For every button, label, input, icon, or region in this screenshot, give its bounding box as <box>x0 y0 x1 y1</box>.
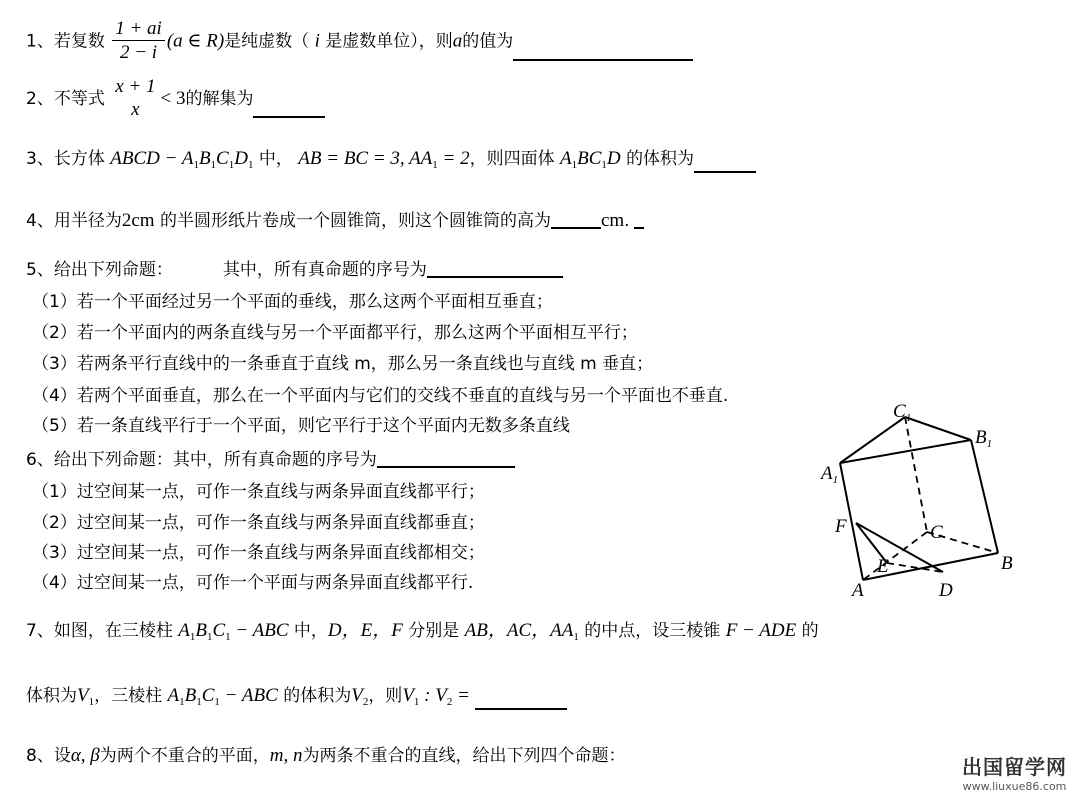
q5-item: （5）若一条直线平行于一个平面，则它平行于这个平面内无数多条直线 <box>32 416 570 436</box>
label-B: B <box>1001 553 1013 574</box>
q8-prefix: 8、设 <box>26 746 71 766</box>
q5-head: 5、给出下列命题： <box>26 260 173 280</box>
q3-condition: AB = BC = 3, $AA_1 = 2$ <box>298 148 470 171</box>
q7-pyramid: F − ADE <box>725 620 797 641</box>
q1-condition: (a ∈ R) <box>166 30 225 52</box>
question-1 <box>26 18 693 65</box>
q7-v2: $V_2$ <box>351 685 369 708</box>
q2-fraction <box>112 76 158 122</box>
label-F: F <box>835 516 847 537</box>
edge-C1C <box>905 417 927 532</box>
q7-prism: $A_1B_1C_1$ − ABC <box>178 620 289 643</box>
q7-ratio: $V_1$ : $V_2$ = <box>402 685 470 708</box>
q2-relation: < 3 <box>160 88 186 109</box>
question-4 <box>26 209 644 233</box>
q3-tetra: $A_1BC_1D$ <box>560 148 621 171</box>
q7-answer-blank[interactable] <box>475 692 567 710</box>
q1-text3: 的值为 <box>462 31 514 52</box>
label-C: C <box>930 522 943 543</box>
q3-text3: 的体积为 <box>626 149 695 169</box>
q2-text: 的解集为 <box>185 89 254 109</box>
q8-text2: 为两条不重合的直线，给出下列四个命题： <box>302 746 626 766</box>
q1-answer-blank[interactable] <box>513 43 693 61</box>
q4-unit: cm <box>600 210 625 231</box>
question-2 <box>26 76 325 122</box>
label-E: E <box>877 556 889 577</box>
label-C1: $C_1$ <box>893 401 912 424</box>
q5-item: （4）若两个平面垂直，那么在一个平面内与它们的交线不垂直的直线与另一个平面也不垂直. <box>32 386 729 406</box>
q7-mid3: 的中点，设三棱锥 <box>584 621 721 641</box>
question-7-line-1 <box>26 619 819 649</box>
q2-answer-blank[interactable] <box>253 100 325 118</box>
q3-cond-end: = 2 <box>442 148 470 169</box>
q1-text2: 是虚数单位），则 <box>325 31 453 52</box>
watermark-title: 出国留学网 <box>962 755 1067 779</box>
q5-tail: 其中，所有真命题的序号为 <box>222 260 427 280</box>
q8-text: 为两个不重合的平面， <box>99 746 270 766</box>
q7-prism-2: $A_1B_1C_1$ − ABC <box>167 685 278 708</box>
q1-prefix: 1、若复数 <box>26 31 105 52</box>
watermark-url: www.liuxue86.com <box>962 780 1067 793</box>
q4-value: 2cm <box>121 210 155 231</box>
q3-cond-expr: AB = BC = 3, AA <box>298 148 433 169</box>
q4-prefix: 4、用半径为 <box>26 211 122 231</box>
q6-item: （4）过空间某一点，可作一个平面与两条异面直线都平行. <box>32 573 474 593</box>
q5-item: （2）若一个平面内的两条直线与另一个平面都平行，那么这两个平面相互平行； <box>32 323 638 343</box>
question-7-line-2 <box>26 684 567 714</box>
question-3 <box>26 147 756 177</box>
question-5 <box>26 258 563 282</box>
q6-head: 6、给出下列命题：其中，所有真命题的序号为 <box>26 450 377 470</box>
q5-item: （1）若一个平面经过另一个平面的垂线，那么这两个平面相互垂直； <box>32 292 553 312</box>
q2-denominator: x <box>131 99 140 120</box>
edge-A1B1 <box>840 440 971 463</box>
q2-numerator: x + 1 <box>115 76 156 97</box>
q4-tail-blank <box>634 211 644 229</box>
edge-B1B <box>971 440 998 553</box>
q4-end: . <box>624 211 630 231</box>
q6-item: （1）过空间某一点，可作一条直线与两条异面直线都平行； <box>32 482 485 502</box>
q4-answer-blank[interactable] <box>551 211 601 229</box>
label-D: D <box>939 580 953 601</box>
q7-l2-mid2: 的体积为 <box>283 686 352 706</box>
question-8 <box>26 744 626 768</box>
q6-answer-blank[interactable] <box>377 450 515 468</box>
q3-text: 中， <box>258 149 293 169</box>
q3-text2: ，则四面体 <box>469 149 555 169</box>
label-A: A <box>852 580 864 601</box>
q5-item: （3）若两条平行直线中的一条垂直于直线 m，那么另一条直线也与直线 m 垂直； <box>32 354 654 374</box>
q1-fraction <box>112 18 165 65</box>
prism-figure <box>815 395 1030 610</box>
q8-lines: m, n <box>269 745 303 766</box>
q3-answer-blank[interactable] <box>694 155 756 173</box>
q7-points: D，E，F <box>327 620 403 641</box>
q7-l2-mid: ，三棱柱 <box>94 686 163 706</box>
q7-l2-prefix: 体积为 <box>26 686 77 706</box>
q5-answer-blank[interactable] <box>427 262 563 278</box>
q6-item: （3）过空间某一点，可作一条直线与两条异面直线都相交； <box>32 543 485 563</box>
q7-segments: AB，AC，$AA_1$ <box>464 620 579 643</box>
label-B1: $B_1$ <box>975 427 993 450</box>
q1-denominator: 2 − i <box>119 42 158 63</box>
q1-text: 是纯虚数（ <box>224 31 310 52</box>
q2-prefix: 2、不等式 <box>26 89 105 109</box>
q3-prefix: 3、长方体 <box>26 149 105 169</box>
q4-text: 的半圆形纸片卷成一个圆锥筒，则这个圆锥筒的高为 <box>159 211 551 231</box>
q7-end: 的 <box>801 621 819 641</box>
q8-planes: α, β <box>70 745 100 766</box>
edge-C1B1 <box>905 417 971 440</box>
q6-item: （2）过空间某一点，可作一条直线与两条异面直线都垂直； <box>32 513 485 533</box>
edge-C1A1 <box>840 417 905 463</box>
label-A1: $A_1$ <box>821 463 839 486</box>
q3-solid: ABCD − $A_1B_1C_1D_1$ <box>110 148 254 171</box>
q1-a: a <box>452 30 463 52</box>
watermark <box>962 751 1067 793</box>
q1-numerator: 1 + ai <box>112 18 165 41</box>
q7-l2-mid3: ，则 <box>368 686 403 706</box>
q7-mid: 中， <box>293 621 328 641</box>
q1-i: i <box>314 30 320 52</box>
q7-v1: $V_1$ <box>77 685 95 708</box>
q7-mid2: 分别是 <box>408 621 460 641</box>
q7-prefix: 7、如图，在三棱柱 <box>26 621 173 641</box>
question-6 <box>26 448 515 472</box>
q3-solid-expr: ABCD − A <box>110 148 194 169</box>
